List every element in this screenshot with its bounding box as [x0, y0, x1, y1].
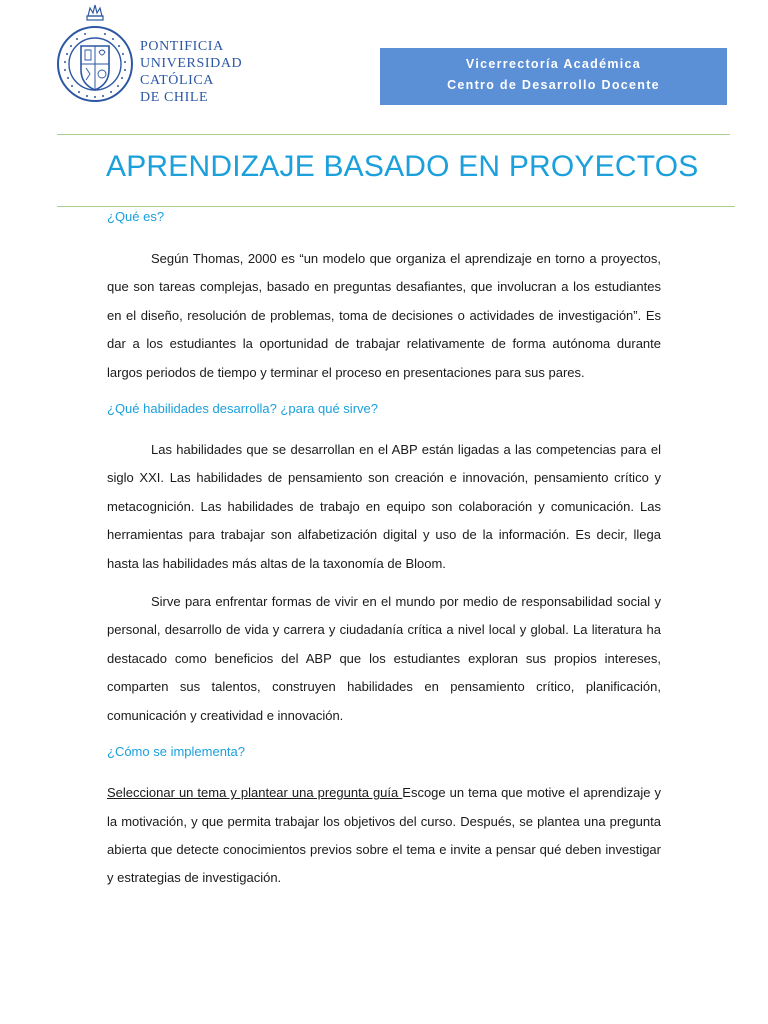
paragraph-skills: Las habilidades que se desarrollan en el ABP están ligadas a las competencias para el siglo XXI. Las habilidades de pensamiento son creación e innovación, pensamiento crítico y metacognición. Las habilidades de trabajo en equipo son colaboración y comunicación. Las herramientas para trabajar son alfabetización digital y uso de la información. Es decir, llega hasta las habilidades más altas de la taxonomía de Bloom. — [107, 442, 661, 571]
institution-line: PONTIFICIA — [140, 39, 224, 54]
document-title: APRENDIZAJE BASADO EN PROYECTOS — [106, 150, 699, 183]
section-heading-implementa: ¿Cómo se implementa? — [107, 744, 245, 760]
institution-line: UNIVERSIDAD — [140, 56, 243, 71]
section-heading-que-es: ¿Qué es? — [107, 209, 165, 224]
institution-name — [140, 38, 242, 106]
department-line-2: Centro de Desarrollo Docente — [447, 78, 660, 92]
document-body — [107, 207, 661, 893]
institution-line: DE CHILE — [140, 90, 209, 105]
paragraph-purpose: Sirve para enfrentar formas de vivir en el mundo por medio de responsabilidad social y personal, desarrollo de vida y carrera y ciudadanía crítica a nivel local y global. La literatura ha destacado como beneficios del ABP que los estudiantes exploran sus propios intereses, comparten sus talentos, construyen habilidades en pensamiento crítico, planificación, comunicación y creatividad e innovación. — [107, 594, 661, 723]
step-1-text: Escoge un tema que motive el aprendizaje y la motivación, y que permita trabajar los objetivos del curso. Después, se plantea una pregunta abierta que detecte conocimientos previos sobre el tema e invite a pensar qué deben investigar y estrategias de investigación. — [107, 785, 661, 886]
institution-line: CATÓLICA — [140, 73, 215, 88]
university-seal-icon — [55, 2, 135, 112]
department-banner — [380, 48, 727, 105]
paragraph-step-1 — [107, 779, 661, 893]
paragraph-definition: Según Thomas, 2000 es “un modelo que organiza el aprendizaje en torno a proyectos, que son tareas complejas, basado en preguntas desafiantes, que involucran a los estudiantes en el diseño, resolución de problemas, toma de decisiones o actividades de investigación”. Es dar a los estudiantes la oportunidad de trabajar relativamente de forma autónoma durante largos periodos de tiempo y terminar el proceso en presentaciones para sus pares. — [107, 251, 661, 380]
header-divider — [57, 134, 730, 135]
step-1-label: Seleccionar un tema y plantear una pregunta guía — [107, 785, 403, 801]
department-line-1: Vicerrectoría Académica — [465, 57, 642, 71]
section-heading-habilidades: ¿Qué habilidades desarrolla? ¿para qué sirve? — [107, 401, 378, 417]
